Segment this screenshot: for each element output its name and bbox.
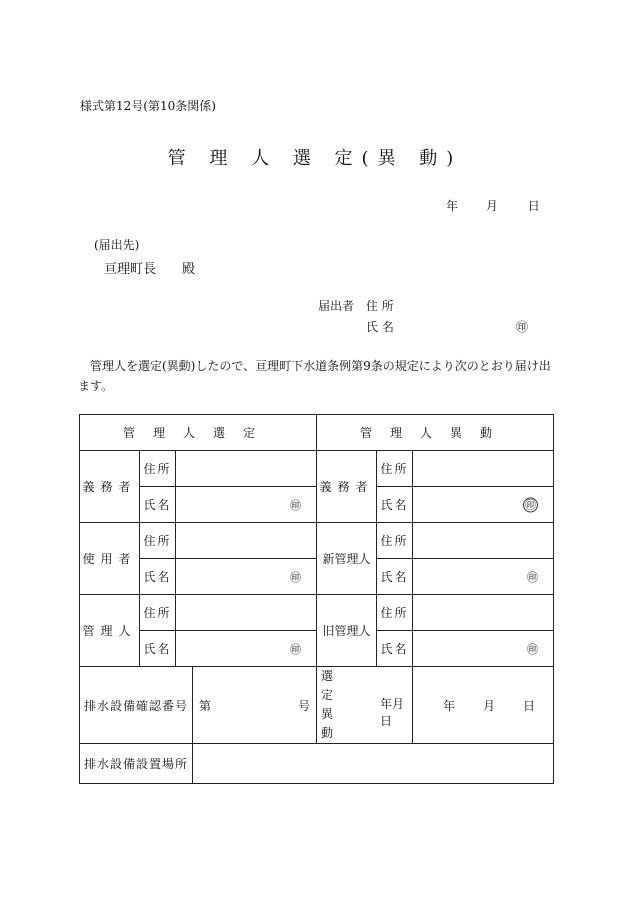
installation-location-field[interactable]	[193, 744, 554, 784]
left-row-label-obligor: 義務者	[80, 451, 140, 523]
seal-mark: ㊞	[290, 498, 301, 512]
notifier-label: 届出者	[318, 299, 355, 313]
left-address-label: 住所	[140, 595, 176, 631]
right-name-label: 氏名	[377, 631, 413, 667]
left-row-label-user: 使用者	[80, 523, 140, 595]
date-day: 日	[527, 199, 540, 213]
installation-location-label: 排水設備設置場所	[80, 744, 193, 784]
left-user-name-field[interactable]	[176, 559, 317, 595]
sender-name-label: 氏 名	[366, 320, 394, 334]
left-name-label: 氏名	[140, 631, 176, 667]
left-user-address-field[interactable]	[176, 523, 317, 559]
header-change: 管理人異動	[317, 415, 554, 451]
right-row-label-obligor: 義務者	[317, 451, 377, 523]
right-new-manager-address-field[interactable]	[413, 523, 554, 559]
seal-mark: ㊞	[290, 570, 301, 584]
header-selection: 管理人選定	[80, 415, 317, 451]
change-label: 異 動	[321, 707, 350, 740]
right-name-label: 氏名	[377, 559, 413, 595]
date-year: 年	[446, 199, 459, 213]
right-obligor-address-field[interactable]	[413, 451, 554, 487]
recipient-label: (届出先)	[94, 238, 140, 252]
right-address-label: 住所	[377, 451, 413, 487]
right-new-manager-name-field[interactable]	[413, 559, 554, 595]
permit-number-prefix: 第	[199, 698, 212, 713]
right-row-label-new-manager: 新管理人	[317, 523, 377, 595]
right-address-label: 住所	[377, 595, 413, 631]
date-month: 月	[485, 199, 498, 213]
document-title: 管 理 人 選 定(異 動)	[167, 148, 463, 169]
permit-number-label: 排水設備確認番号	[80, 667, 193, 744]
left-obligor-name-field[interactable]	[176, 487, 317, 523]
form-number: 様式第12号(第10条関係)	[80, 99, 216, 113]
body-text: 管理人を選定(異動)したので、亘理町下水道条例第9条の規定により次のとおり届け出ます。	[78, 359, 551, 393]
sender-seal-mark: ㊞	[516, 320, 529, 334]
left-address-label: 住所	[140, 451, 176, 487]
management-form-table	[79, 414, 554, 784]
selection-change-date-label	[317, 667, 413, 744]
seal-mark: ㊞	[525, 498, 537, 511]
left-address-label: 住所	[140, 523, 176, 559]
table-month: 月	[483, 698, 496, 713]
right-address-label: 住所	[377, 523, 413, 559]
table-day: 日	[523, 698, 536, 713]
left-manager-name-field[interactable]	[176, 631, 317, 667]
sender-address-label: 住 所	[365, 299, 394, 313]
right-row-label-old-manager: 旧管理人	[317, 595, 377, 667]
permit-number-field[interactable]	[193, 667, 317, 744]
date-line	[446, 197, 540, 214]
left-obligor-address-field[interactable]	[176, 451, 317, 487]
seal-mark: ㊞	[290, 642, 301, 656]
recipient-name: 亘理町長	[104, 262, 157, 277]
left-name-label: 氏名	[140, 487, 176, 523]
seal-mark: ㊞	[527, 642, 539, 656]
select-label: 選 定	[321, 669, 350, 702]
right-old-manager-address-field[interactable]	[413, 595, 554, 631]
recipient-honorific: 殿	[182, 262, 196, 277]
date-field[interactable]	[413, 667, 554, 744]
right-old-manager-name-field[interactable]	[413, 631, 554, 667]
right-name-label: 氏名	[377, 487, 413, 523]
recipient	[104, 258, 195, 277]
sender-address-line	[318, 297, 394, 314]
table-year: 年	[442, 698, 455, 713]
seal-mark: ㊞	[527, 570, 539, 584]
ymd-label: 年月日	[379, 697, 404, 728]
left-manager-address-field[interactable]	[176, 595, 317, 631]
left-name-label: 氏名	[140, 559, 176, 595]
right-obligor-name-field[interactable]	[413, 487, 554, 523]
permit-number-suffix: 号	[297, 698, 310, 713]
left-row-label-manager: 管理人	[80, 595, 140, 667]
